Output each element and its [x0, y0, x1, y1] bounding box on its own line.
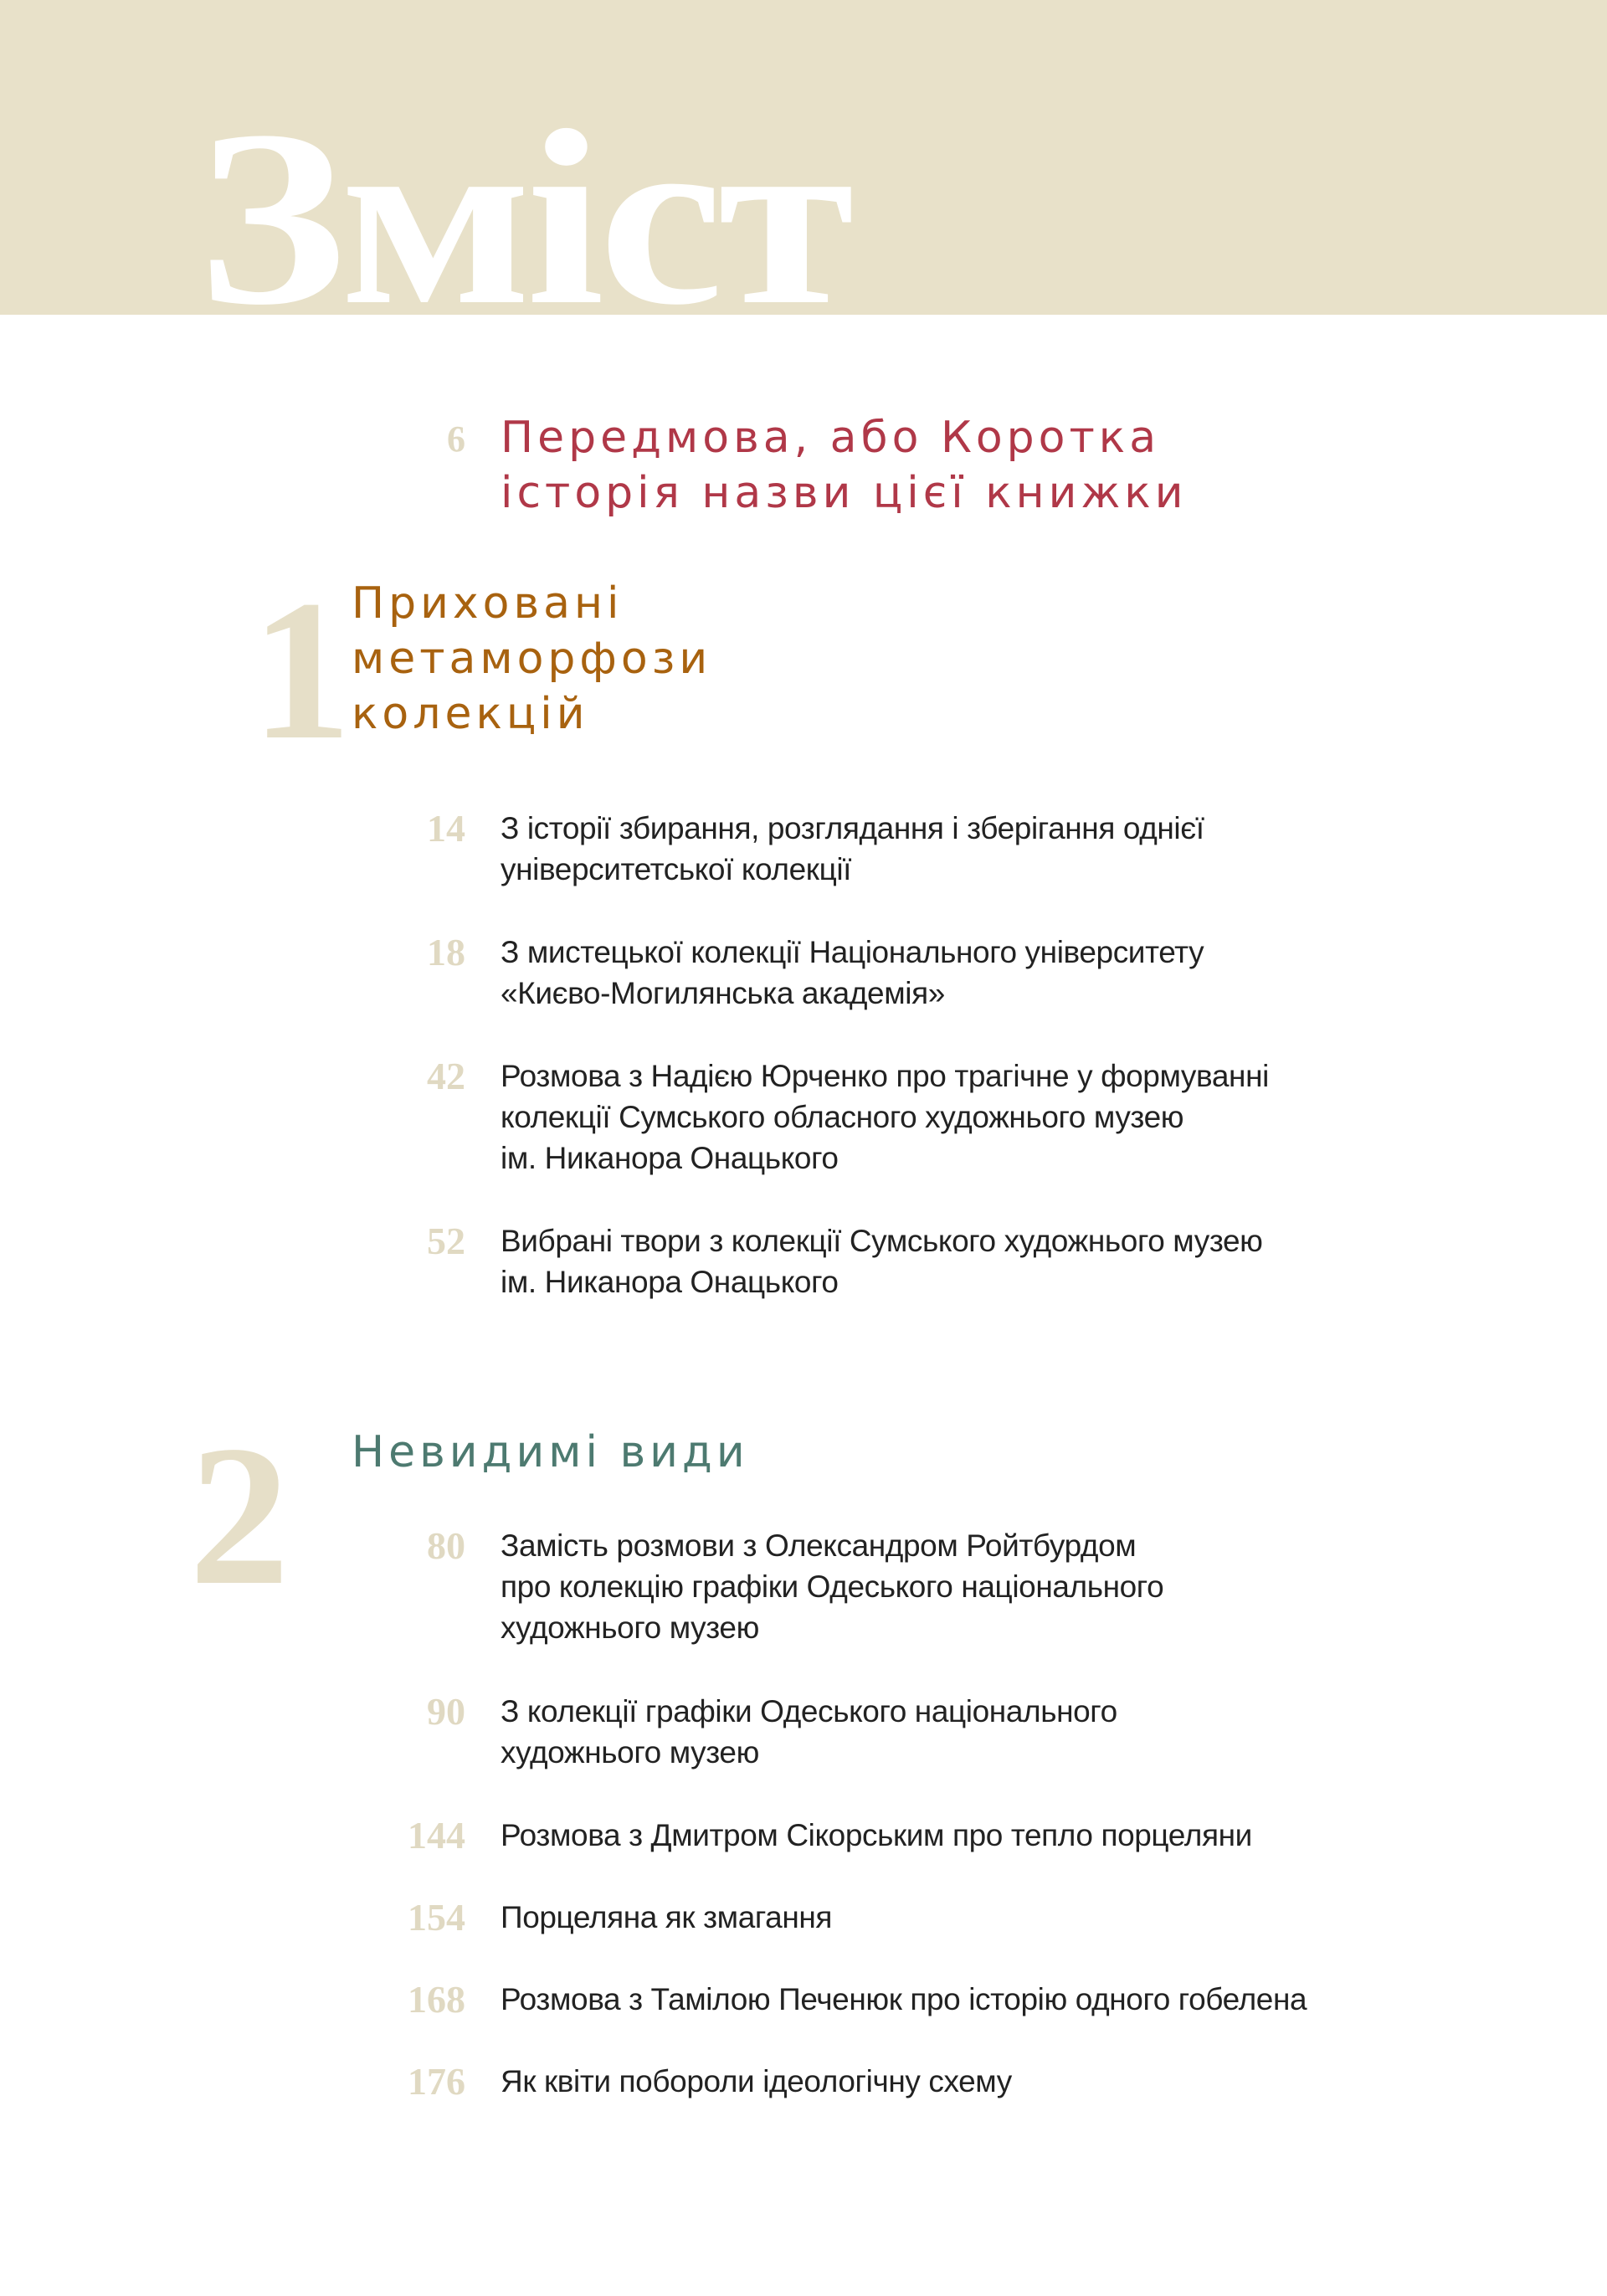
- entry-page-number: 176: [408, 2060, 465, 2103]
- entry-line: З мистецької колекції Національного університету: [501, 935, 1204, 969]
- toc-entry[interactable]: [501, 1220, 1455, 1302]
- section-title-line: колекцій: [352, 689, 589, 739]
- preface-page-number: 6: [447, 419, 465, 460]
- section-1-title[interactable]: [352, 576, 711, 742]
- entry-page-number: 14: [427, 807, 465, 850]
- toc-entry[interactable]: [501, 1691, 1455, 1773]
- toc-entry[interactable]: [501, 808, 1455, 890]
- entry-page-number: 80: [427, 1524, 465, 1567]
- entry-line: Як квіти побороли ідеологічну схему: [501, 2064, 1012, 2098]
- section-2-title[interactable]: [352, 1425, 749, 1480]
- entry-page-number: 90: [427, 1690, 465, 1733]
- toc-entry[interactable]: [501, 932, 1455, 1014]
- entry-line: «Києво-Могилянська академія»: [501, 976, 945, 1010]
- entry-page-number: 154: [408, 1896, 465, 1939]
- section-title-line: метаморфози: [352, 634, 712, 684]
- section-1-number: 1: [251, 558, 352, 781]
- preface-title-line: історія назви цієї книжки: [501, 468, 1188, 518]
- entry-line: художнього музею: [501, 1610, 759, 1645]
- preface-title[interactable]: [501, 410, 1188, 521]
- entry-line: Порцеляна як змагання: [501, 1900, 833, 1934]
- entry-line: художнього музею: [501, 1735, 759, 1770]
- toc-entry[interactable]: [501, 1525, 1455, 1648]
- entry-line: ім. Никанора Онацького: [501, 1141, 839, 1175]
- entry-line: Розмова з Дмитром Сікорським про тепло порцеляни: [501, 1818, 1252, 1852]
- entry-line: Розмова з Тамілою Печенюк про історію одного гобелена: [501, 1982, 1307, 2016]
- entry-line: З колекції графіки Одеського національного: [501, 1694, 1117, 1728]
- section-2-number: 2: [189, 1404, 290, 1626]
- entry-line: ім. Никанора Онацького: [501, 1265, 839, 1299]
- entry-line: Розмова з Надією Юрченко про трагічне у формуванні: [501, 1059, 1269, 1093]
- entry-line: Вибрані твори з колекції Сумського художнього музею: [501, 1224, 1263, 1258]
- section-title-line: Невидимі види: [352, 1427, 749, 1477]
- entry-line: колекції Сумського обласного художнього музею: [501, 1100, 1184, 1134]
- toc-entry[interactable]: [501, 1979, 1455, 2020]
- entry-page-number: 42: [427, 1055, 465, 1097]
- toc-entry[interactable]: [501, 1897, 1455, 1938]
- preface-title-line: Передмова, або Коротка: [501, 413, 1161, 463]
- page-title: Зміст: [198, 126, 851, 315]
- entry-page-number: 168: [408, 1978, 465, 2021]
- entry-line: Замість розмови з Олександром Ройтбурдом: [501, 1528, 1137, 1563]
- entry-page-number: 144: [408, 1814, 465, 1857]
- entry-page-number: 52: [427, 1220, 465, 1262]
- entry-page-number: 18: [427, 931, 465, 973]
- entry-line: З історії збирання, розглядання і зберігання однієї: [501, 811, 1204, 845]
- entry-line: університетської колекції: [501, 852, 852, 886]
- toc-entry[interactable]: [501, 1056, 1455, 1179]
- entry-line: про колекцію графіки Одеського національного: [501, 1569, 1164, 1604]
- section-title-line: Приховані: [352, 578, 624, 629]
- toc-entry[interactable]: [501, 1815, 1455, 1856]
- toc-entry[interactable]: [501, 2061, 1455, 2102]
